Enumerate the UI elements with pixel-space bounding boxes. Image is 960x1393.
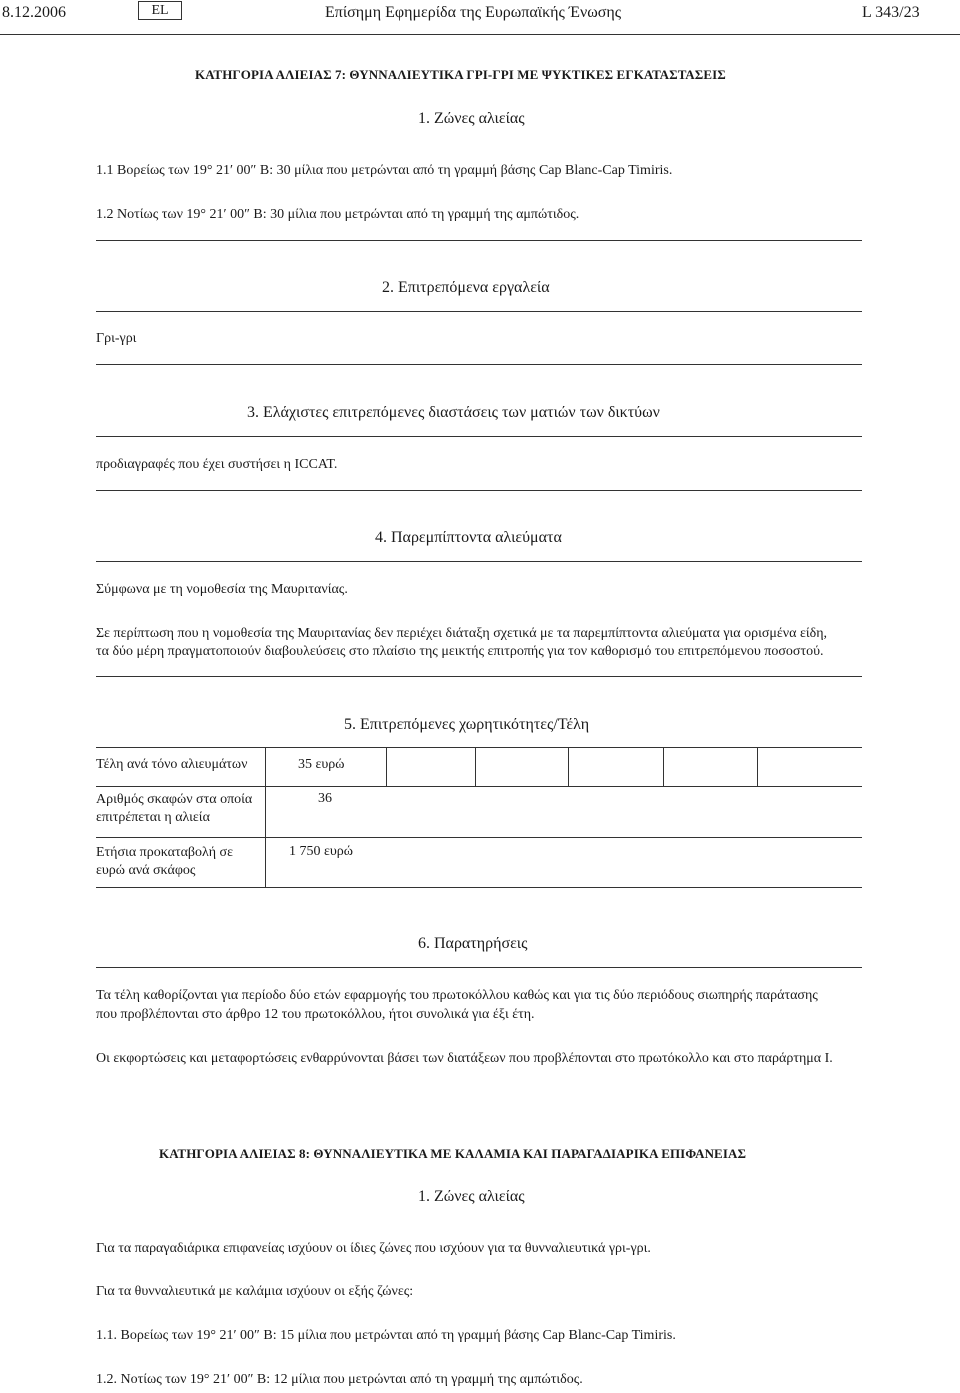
- cat7-section-2-title: 2. Επιτρεπόμενα εργαλεία: [382, 279, 550, 296]
- table-row-label: Τέλη ανά τόνο αλιευμάτων: [96, 757, 248, 772]
- divider: [96, 436, 862, 437]
- cat7-mesh-text: προδιαγραφές που έχει συστήσει η ICCAT.: [96, 457, 338, 472]
- divider: [96, 364, 862, 365]
- cat7-zone-south: 1.2 Νοτίως των 19° 21′ 00″ Β: 30 μίλια που μετρώνται από τη γραμμή της αμπώτιδος.: [96, 207, 580, 222]
- cat7-remarks-p1-line1: Τα τέλη καθορίζονται για περίοδο δύο ετών εφαρμογής του πρωτοκόλλου καθώς και για τις δύο περιόδους σιωπηρής παράτασης: [96, 988, 818, 1003]
- cat7-section-3-title: 3. Ελάχιστες επιτρεπόμενες διαστάσεις των ματιών των δικτύων: [247, 404, 660, 421]
- cat7-zone-north: 1.1 Βορείως των 19° 21′ 00″ Β: 30 μίλια που μετρώνται από τη γραμμή βάσης Cap Blanc-Cap Timiris.: [96, 163, 673, 178]
- table-row-label: Ετήσια προκαταβολή σε ευρώ ανά σκάφος: [96, 845, 233, 878]
- header-rule: [0, 34, 960, 35]
- cat7-gear-text: Γρι-γρι: [96, 331, 137, 346]
- page-reference: L 343/23: [862, 4, 920, 21]
- cat7-remarks-p1-line2: που προβλέπονται στο άρθρο 12 του πρωτοκόλλου, ήτοι συνολικά για έξι έτη.: [96, 1007, 535, 1022]
- cat8-section-1-title: 1. Ζώνες αλιείας: [418, 1188, 525, 1205]
- cat7-section-1-title: 1. Ζώνες αλιείας: [418, 110, 525, 127]
- cat7-bycatch-p1: Σύμφωνα με τη νομοθεσία της Μαυριτανίας.: [96, 582, 348, 597]
- cat8-zones-p2: Για τα θυνναλιευτικά με καλάμια ισχύουν οι εξής ζώνες:: [96, 1284, 414, 1299]
- category-8-title: ΚΑΤΗΓΟΡΙΑ ΑΛΙΕΙΑΣ 8: ΘΥΝΝΑΛΙΕΥΤΙΚΑ ΜΕ ΚΑΛΑΜΙΑ ΚΑΙ ΠΑΡΑΓΑΔΙΑΡΙΚΑ ΕΠΙΦΑΝΕΙΑΣ: [159, 1146, 747, 1161]
- cat8-zones-p1: Για τα παραγαδιάρικα επιφανείας ισχύουν οι ίδιες ζώνες που ισχύουν για τα θυνναλιευτικά γρι-γρι.: [96, 1241, 651, 1256]
- table-row-value: 36: [318, 791, 332, 806]
- cat7-bycatch-p2-line2: τα δύο μέρη πραγματοποιούν διαβουλεύσεις στο πλαίσιο της μεικτής επιτροπής για τον καθορισμό του επιτρεπόμενου ποσοστού.: [96, 644, 824, 659]
- divider: [96, 967, 862, 968]
- divider: [96, 561, 862, 562]
- table-row-value: 35 ευρώ: [298, 757, 345, 772]
- table-row-label: Αριθμός σκαφών στα οποία επιτρέπεται η αλιεία: [96, 792, 253, 825]
- cat8-zone-south: 1.2. Νοτίως των 19° 21′ 00″ Β: 12 μίλια που μετρώνται από τη γραμμή της αμπώτιδος.: [96, 1372, 583, 1387]
- table-row-value: 1 750 ευρώ: [289, 844, 354, 859]
- journal-title: Επίσημη Εφημερίδα της Ευρωπαϊκής Ένωσης: [325, 4, 622, 21]
- cat7-remarks-p2: Οι εκφορτώσεις και μεταφορτώσεις ενθαρρύνονται βάσει των διατάξεων που προβλέπονται στο πρωτόκολλο και στο παράρτημα I.: [96, 1051, 833, 1066]
- cat7-bycatch-p2-line1: Σε περίπτωση που η νομοθεσία της Μαυριτανίας δεν περιέχει διάταξη σχετικά με τα παρεμπίπτοντα αλιεύματα για ορισμένα είδη,: [96, 626, 828, 641]
- category-7-title: ΚΑΤΗΓΟΡΙΑ ΑΛΙΕΙΑΣ 7: ΘΥΝΝΑΛΙΕΥΤΙΚΑ ΓΡΙ-ΓΡΙ ΜΕ ΨΥΚΤΙΚΕΣ ΕΓΚΑΤΑΣΤΑΣΕΙΣ: [195, 67, 726, 82]
- divider: [96, 490, 862, 491]
- cat7-section-5-title: 5. Επιτρεπόμενες χωρητικότητες/Τέλη: [344, 716, 590, 733]
- publication-date: 8.12.2006: [2, 4, 66, 21]
- divider: [96, 311, 862, 312]
- language-code-box: EL: [138, 1, 182, 20]
- cat8-zone-north: 1.1. Βορείως των 19° 21′ 00″ Β: 15 μίλια που μετρώνται από τη γραμμή βάσης Cap Blanc-Cap Timiris.: [96, 1328, 676, 1343]
- cat7-section-4-title: 4. Παρεμπίπτοντα αλιεύματα: [375, 529, 562, 546]
- cat7-section-6-title: 6. Παρατηρήσεις: [418, 935, 528, 952]
- divider: [96, 240, 862, 241]
- divider: [96, 676, 862, 677]
